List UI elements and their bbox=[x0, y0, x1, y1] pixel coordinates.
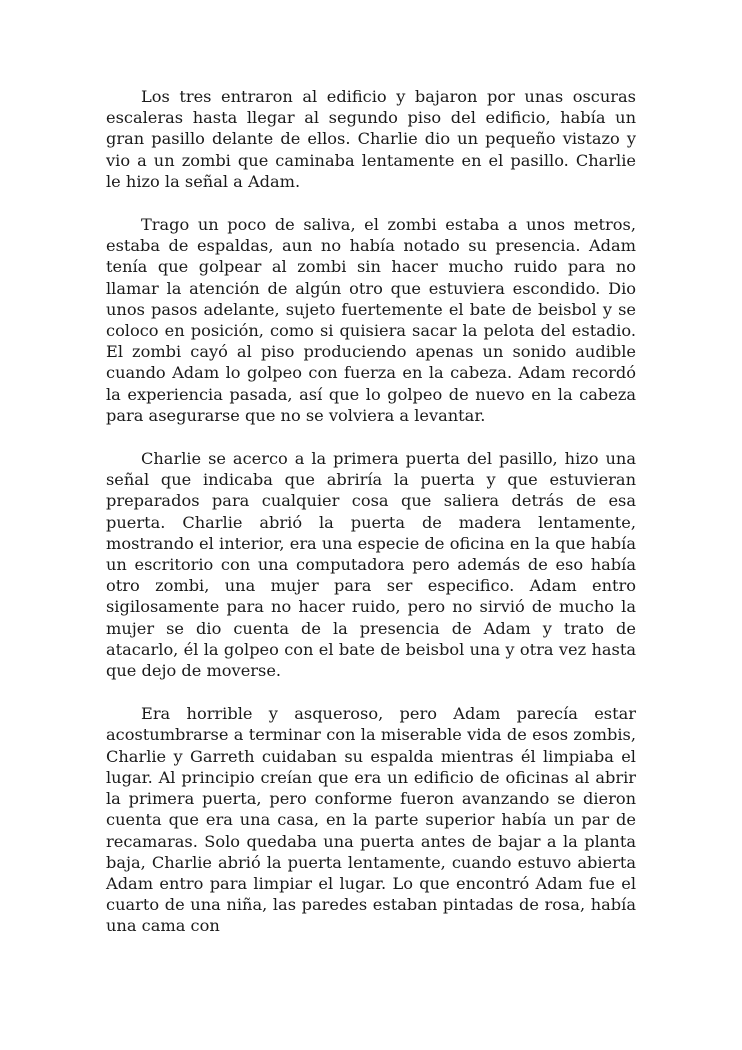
paragraph-2: Trago un poco de saliva, el zombi estaba a unos metros, estaba de espaldas, aun no había notado su presencia. Adam tenía que golpear al zombi sin hacer mucho ruido para no llamar la atención de algún otro que estuviera escondido. Dio unos pasos adelante, sujeto fuertemente el bate de beisbol y se coloco en posición, como si quisiera sacar la pelota del estadio. El zombi cayó al piso produciendo apenas un sonido audible cuando Adam lo golpeo con fuerza en la cabeza. Adam recordó la experiencia pasada, así que lo golpeo de nuevo en la cabeza para asegurarse que no se volviera a levantar. bbox=[106, 215, 636, 425]
paragraph-1: Los tres entraron al edificio y bajaron por unas oscuras escaleras hasta llegar al segundo piso del edificio, había un gran pasillo delante de ellos. Charlie dio un pequeño vistazo y vio a un zombi que caminaba lentamente en el pasillo. Charlie le hizo la señal a Adam. bbox=[106, 87, 636, 191]
paragraph-3: Charlie se acerco a la primera puerta del pasillo, hizo una señal que indicaba que abriría la puerta y que estuvieran preparados para cualquier cosa que saliera detrás de esa puerta. Charlie abrió la puerta de madera lentamente, mostrando el interior, era una especie de oficina en la que había un escritorio con una computadora pero además de eso había otro zombi, una mujer para ser especifico. Adam entro sigilosamente para no hacer ruido, pero no sirvió de mucho la mujer se dio cuenta de la presencia de Adam y trato de atacarlo, él la golpeo con el bate de beisbol una y otra vez hasta que dejo de moverse. bbox=[106, 449, 636, 681]
paragraph-4: Era horrible y asqueroso, pero Adam parecía estar acostumbrarse a terminar con la miserable vida de esos zombis, Charlie y Garreth cuidaban su espalda mientras él limpiaba el lugar. Al principio creían que era un edificio de oficinas al abrir la primera puerta, pero conforme fueron avanzando se dieron cuenta que era una casa, en la parte superior había un par de recamaras. Solo quedaba una puerta antes de bajar a la planta baja, Charlie abrió la puerta lentamente, cuando estuvo abierta Adam entro para limpiar el lugar. Lo que encontró Adam fue el cuarto de una niña, las paredes estaban pintadas de rosa, había una cama con bbox=[106, 704, 636, 936]
document-page bbox=[106, 86, 636, 937]
